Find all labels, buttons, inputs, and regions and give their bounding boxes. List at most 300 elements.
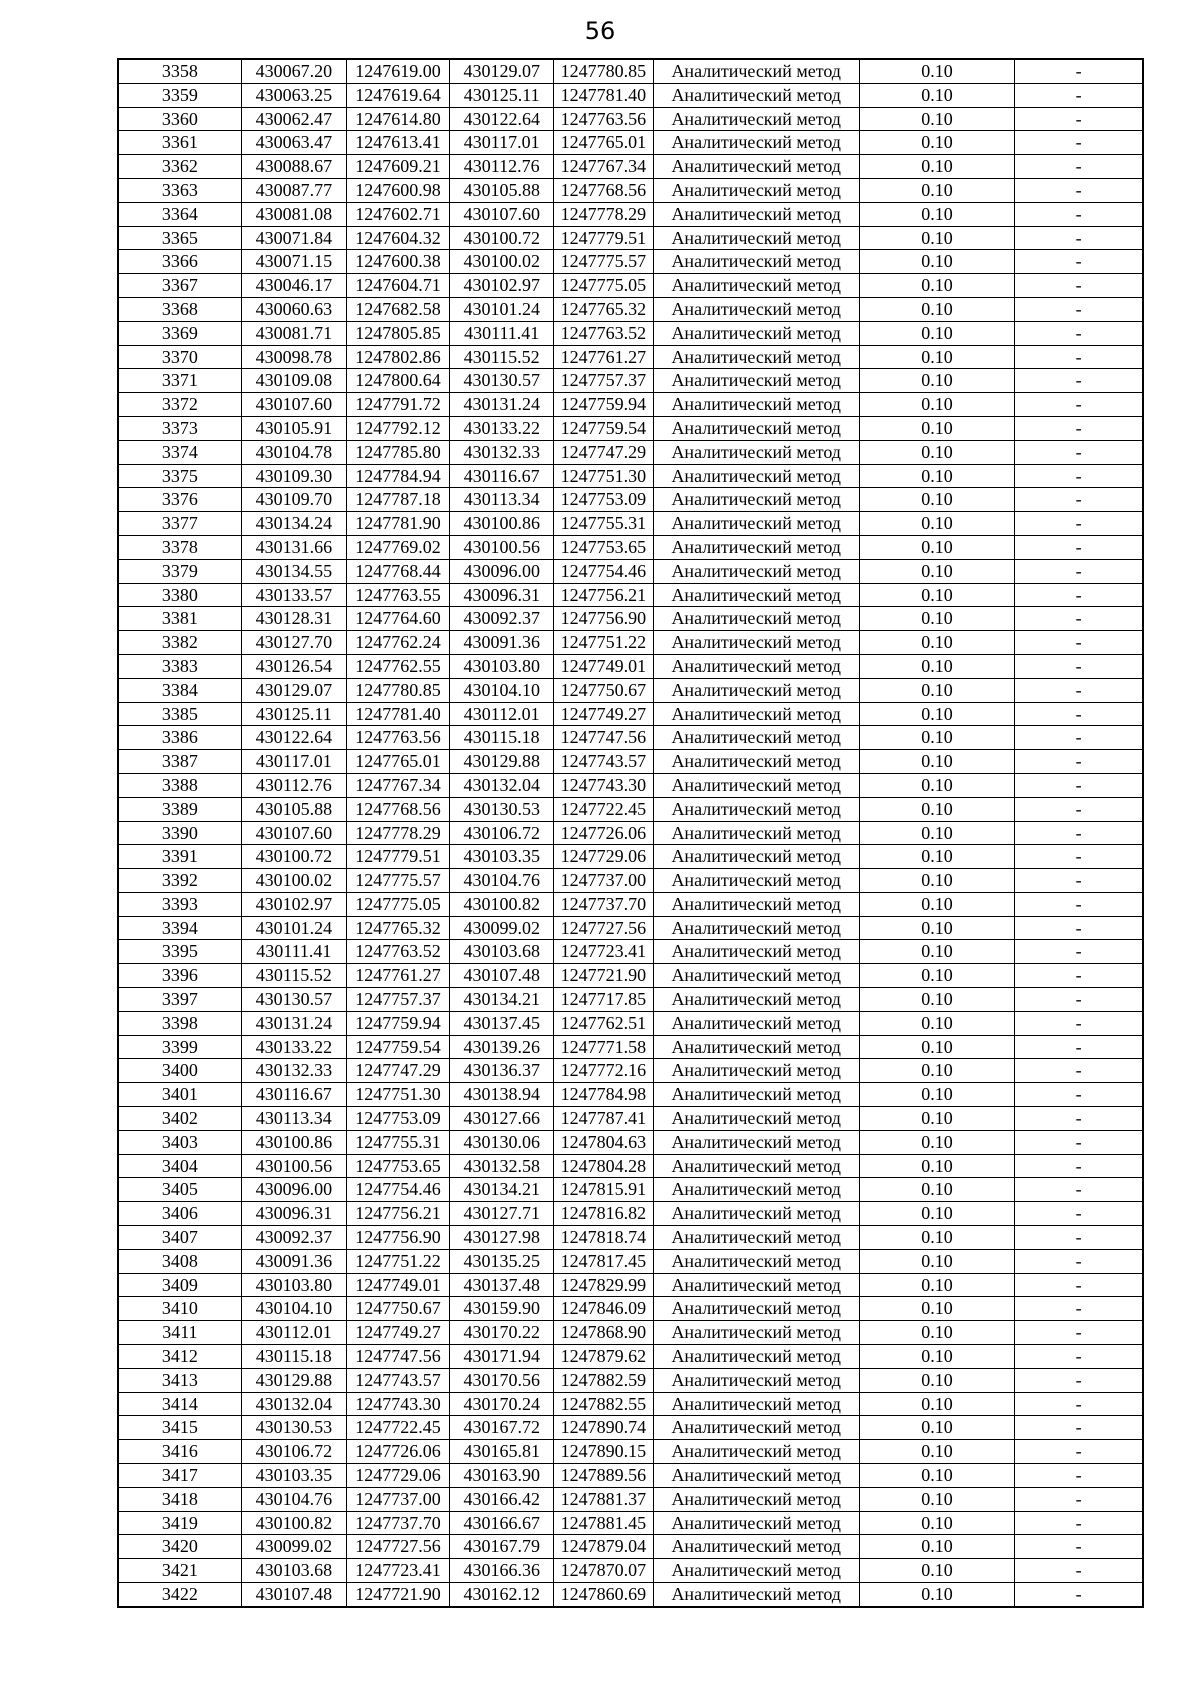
table-row (118, 1440, 1143, 1464)
y1-cell: 1247723.41 (346, 1559, 449, 1583)
note-cell: - (1015, 1464, 1143, 1488)
accuracy-cell: 0.10 (859, 155, 1014, 179)
method-cell: Аналитический метод (653, 416, 859, 440)
x2-cell: 430132.33 (450, 440, 554, 464)
point-number-cell: 3364 (118, 202, 241, 226)
x2-cell: 430100.02 (450, 250, 554, 274)
y2-cell: 1247750.67 (554, 678, 653, 702)
note-cell: - (1015, 773, 1143, 797)
note-cell: - (1015, 1440, 1143, 1464)
x2-cell: 430132.04 (450, 773, 554, 797)
point-number-cell: 3383 (118, 654, 241, 678)
x1-cell: 430126.54 (241, 654, 346, 678)
x2-cell: 430137.45 (450, 1011, 554, 1035)
x1-cell: 430130.53 (241, 1416, 346, 1440)
method-cell: Аналитический метод (653, 1392, 859, 1416)
table-row (118, 1297, 1143, 1321)
y1-cell: 1247800.64 (346, 369, 449, 393)
y2-cell: 1247717.85 (554, 988, 653, 1012)
method-cell: Аналитический метод (653, 488, 859, 512)
note-cell: - (1015, 583, 1143, 607)
y2-cell: 1247755.31 (554, 512, 653, 536)
y1-cell: 1247737.70 (346, 1511, 449, 1535)
point-number-cell: 3376 (118, 488, 241, 512)
y2-cell: 1247749.01 (554, 654, 653, 678)
x1-cell: 430103.80 (241, 1273, 346, 1297)
table-row (118, 750, 1143, 774)
table-row (118, 1107, 1143, 1131)
point-number-cell: 3365 (118, 226, 241, 250)
method-cell: Аналитический метод (653, 321, 859, 345)
table-row (118, 131, 1143, 155)
point-number-cell: 3421 (118, 1559, 241, 1583)
y2-cell: 1247846.09 (554, 1297, 653, 1321)
point-number-cell: 3420 (118, 1535, 241, 1559)
x2-cell: 430166.36 (450, 1559, 554, 1583)
accuracy-cell: 0.10 (859, 59, 1014, 83)
note-cell: - (1015, 250, 1143, 274)
accuracy-cell: 0.10 (859, 988, 1014, 1012)
accuracy-cell: 0.10 (859, 488, 1014, 512)
x2-cell: 430107.48 (450, 964, 554, 988)
y1-cell: 1247747.56 (346, 1345, 449, 1369)
method-cell: Аналитический метод (653, 178, 859, 202)
y2-cell: 1247781.40 (554, 83, 653, 107)
note-cell: - (1015, 1273, 1143, 1297)
accuracy-cell: 0.10 (859, 559, 1014, 583)
x1-cell: 430109.30 (241, 464, 346, 488)
x1-cell: 430127.70 (241, 631, 346, 655)
x2-cell: 430103.80 (450, 654, 554, 678)
method-cell: Аналитический метод (653, 559, 859, 583)
note-cell: - (1015, 702, 1143, 726)
x1-cell: 430100.02 (241, 869, 346, 893)
table-row (118, 464, 1143, 488)
table-row (118, 797, 1143, 821)
x1-cell: 430104.10 (241, 1297, 346, 1321)
x1-cell: 430104.76 (241, 1487, 346, 1511)
accuracy-cell: 0.10 (859, 1392, 1014, 1416)
table-row (118, 178, 1143, 202)
point-number-cell: 3392 (118, 869, 241, 893)
point-number-cell: 3401 (118, 1083, 241, 1107)
method-cell: Аналитический метод (653, 1464, 859, 1488)
point-number-cell: 3395 (118, 940, 241, 964)
method-cell: Аналитический метод (653, 654, 859, 678)
accuracy-cell: 0.10 (859, 916, 1014, 940)
point-number-cell: 3412 (118, 1345, 241, 1369)
point-number-cell: 3409 (118, 1273, 241, 1297)
x2-cell: 430112.01 (450, 702, 554, 726)
point-number-cell: 3360 (118, 107, 241, 131)
x2-cell: 430170.56 (450, 1368, 554, 1392)
y2-cell: 1247775.57 (554, 250, 653, 274)
point-number-cell: 3373 (118, 416, 241, 440)
x1-cell: 430134.55 (241, 559, 346, 583)
page-number: 56 (584, 17, 616, 45)
accuracy-cell: 0.10 (859, 773, 1014, 797)
method-cell: Аналитический метод (653, 702, 859, 726)
accuracy-cell: 0.10 (859, 1321, 1014, 1345)
method-cell: Аналитический метод (653, 1273, 859, 1297)
y2-cell: 1247890.74 (554, 1416, 653, 1440)
table-row (118, 1083, 1143, 1107)
x2-cell: 430134.21 (450, 1178, 554, 1202)
accuracy-cell: 0.10 (859, 1416, 1014, 1440)
point-number-cell: 3384 (118, 678, 241, 702)
note-cell: - (1015, 416, 1143, 440)
x1-cell: 430131.24 (241, 1011, 346, 1035)
y1-cell: 1247781.40 (346, 702, 449, 726)
method-cell: Аналитический метод (653, 107, 859, 131)
y1-cell: 1247727.56 (346, 1535, 449, 1559)
y1-cell: 1247761.27 (346, 964, 449, 988)
y2-cell: 1247889.56 (554, 1464, 653, 1488)
table-row (118, 583, 1143, 607)
note-cell: - (1015, 464, 1143, 488)
x2-cell: 430166.42 (450, 1487, 554, 1511)
note-cell: - (1015, 726, 1143, 750)
method-cell: Аналитический метод (653, 535, 859, 559)
y1-cell: 1247750.67 (346, 1297, 449, 1321)
x1-cell: 430046.17 (241, 274, 346, 298)
x2-cell: 430117.01 (450, 131, 554, 155)
table-row (118, 1392, 1143, 1416)
y1-cell: 1247756.21 (346, 1202, 449, 1226)
y1-cell: 1247753.09 (346, 1107, 449, 1131)
y2-cell: 1247726.06 (554, 821, 653, 845)
y1-cell: 1247779.51 (346, 845, 449, 869)
x1-cell: 430112.01 (241, 1321, 346, 1345)
x2-cell: 430115.52 (450, 345, 554, 369)
x1-cell: 430133.22 (241, 1035, 346, 1059)
accuracy-cell: 0.10 (859, 1297, 1014, 1321)
x2-cell: 430133.22 (450, 416, 554, 440)
table-row (118, 1464, 1143, 1488)
y2-cell: 1247743.57 (554, 750, 653, 774)
method-cell: Аналитический метод (653, 869, 859, 893)
table-row (118, 297, 1143, 321)
table-row (118, 250, 1143, 274)
table-row (118, 535, 1143, 559)
note-cell: - (1015, 393, 1143, 417)
note-cell: - (1015, 1035, 1143, 1059)
y2-cell: 1247737.70 (554, 892, 653, 916)
method-cell: Аналитический метод (653, 988, 859, 1012)
accuracy-cell: 0.10 (859, 750, 1014, 774)
x2-cell: 430127.98 (450, 1226, 554, 1250)
y1-cell: 1247768.56 (346, 797, 449, 821)
x1-cell: 430063.25 (241, 83, 346, 107)
x1-cell: 430100.86 (241, 1130, 346, 1154)
note-cell: - (1015, 512, 1143, 536)
method-cell: Аналитический метод (653, 1011, 859, 1035)
method-cell: Аналитический метод (653, 1487, 859, 1511)
point-number-cell: 3413 (118, 1368, 241, 1392)
y2-cell: 1247759.94 (554, 393, 653, 417)
note-cell: - (1015, 559, 1143, 583)
note-cell: - (1015, 750, 1143, 774)
point-number-cell: 3363 (118, 178, 241, 202)
method-cell: Аналитический метод (653, 845, 859, 869)
point-number-cell: 3410 (118, 1297, 241, 1321)
x1-cell: 430062.47 (241, 107, 346, 131)
table-body (118, 59, 1143, 1607)
y1-cell: 1247747.29 (346, 1059, 449, 1083)
x1-cell: 430111.41 (241, 940, 346, 964)
method-cell: Аналитический метод (653, 1345, 859, 1369)
point-number-cell: 3406 (118, 1202, 241, 1226)
y2-cell: 1247868.90 (554, 1321, 653, 1345)
method-cell: Аналитический метод (653, 1511, 859, 1535)
y1-cell: 1247775.57 (346, 869, 449, 893)
accuracy-cell: 0.10 (859, 892, 1014, 916)
table-row (118, 1535, 1143, 1559)
x2-cell: 430107.60 (450, 202, 554, 226)
x2-cell: 430136.37 (450, 1059, 554, 1083)
method-cell: Аналитический метод (653, 1416, 859, 1440)
table-row (118, 1178, 1143, 1202)
method-cell: Аналитический метод (653, 750, 859, 774)
method-cell: Аналитический метод (653, 1535, 859, 1559)
table-row (118, 773, 1143, 797)
method-cell: Аналитический метод (653, 726, 859, 750)
accuracy-cell: 0.10 (859, 821, 1014, 845)
table-row (118, 369, 1143, 393)
note-cell: - (1015, 202, 1143, 226)
note-cell: - (1015, 1202, 1143, 1226)
x1-cell: 430102.97 (241, 892, 346, 916)
method-cell: Аналитический метод (653, 773, 859, 797)
accuracy-cell: 0.10 (859, 1511, 1014, 1535)
method-cell: Аналитический метод (653, 583, 859, 607)
method-cell: Аналитический метод (653, 297, 859, 321)
accuracy-cell: 0.10 (859, 1107, 1014, 1131)
y2-cell: 1247870.07 (554, 1559, 653, 1583)
y1-cell: 1247763.52 (346, 940, 449, 964)
x2-cell: 430100.56 (450, 535, 554, 559)
accuracy-cell: 0.10 (859, 345, 1014, 369)
note-cell: - (1015, 107, 1143, 131)
note-cell: - (1015, 1107, 1143, 1131)
method-cell: Аналитический метод (653, 59, 859, 83)
y2-cell: 1247882.59 (554, 1368, 653, 1392)
y1-cell: 1247600.38 (346, 250, 449, 274)
y1-cell: 1247785.80 (346, 440, 449, 464)
y1-cell: 1247737.00 (346, 1487, 449, 1511)
accuracy-cell: 0.10 (859, 1154, 1014, 1178)
x2-cell: 430125.11 (450, 83, 554, 107)
table-row (118, 1583, 1143, 1607)
table-row (118, 869, 1143, 893)
note-cell: - (1015, 369, 1143, 393)
y1-cell: 1247682.58 (346, 297, 449, 321)
table-row (118, 345, 1143, 369)
method-cell: Аналитический метод (653, 1583, 859, 1607)
y1-cell: 1247613.41 (346, 131, 449, 155)
y2-cell: 1247767.34 (554, 155, 653, 179)
y2-cell: 1247756.90 (554, 607, 653, 631)
table-row (118, 1059, 1143, 1083)
y2-cell: 1247765.01 (554, 131, 653, 155)
point-number-cell: 3367 (118, 274, 241, 298)
x2-cell: 430130.57 (450, 369, 554, 393)
x1-cell: 430132.04 (241, 1392, 346, 1416)
point-number-cell: 3422 (118, 1583, 241, 1607)
x1-cell: 430105.88 (241, 797, 346, 821)
point-number-cell: 3391 (118, 845, 241, 869)
note-cell: - (1015, 1487, 1143, 1511)
x1-cell: 430060.63 (241, 297, 346, 321)
note-cell: - (1015, 821, 1143, 845)
y1-cell: 1247751.30 (346, 1083, 449, 1107)
x2-cell: 430135.25 (450, 1249, 554, 1273)
x1-cell: 430100.72 (241, 845, 346, 869)
note-cell: - (1015, 83, 1143, 107)
y2-cell: 1247727.56 (554, 916, 653, 940)
x2-cell: 430130.06 (450, 1130, 554, 1154)
y2-cell: 1247751.30 (554, 464, 653, 488)
table-row (118, 1416, 1143, 1440)
note-cell: - (1015, 1368, 1143, 1392)
method-cell: Аналитический метод (653, 821, 859, 845)
x1-cell: 430107.60 (241, 821, 346, 845)
method-cell: Аналитический метод (653, 1226, 859, 1250)
table-row (118, 83, 1143, 107)
y2-cell: 1247743.30 (554, 773, 653, 797)
table-row (118, 631, 1143, 655)
y2-cell: 1247722.45 (554, 797, 653, 821)
point-number-cell: 3404 (118, 1154, 241, 1178)
y2-cell: 1247759.54 (554, 416, 653, 440)
y1-cell: 1247784.94 (346, 464, 449, 488)
y1-cell: 1247768.44 (346, 559, 449, 583)
x2-cell: 430096.00 (450, 559, 554, 583)
point-number-cell: 3368 (118, 297, 241, 321)
x1-cell: 430107.48 (241, 1583, 346, 1607)
y2-cell: 1247890.15 (554, 1440, 653, 1464)
note-cell: - (1015, 1059, 1143, 1083)
table-row (118, 988, 1143, 1012)
x1-cell: 430101.24 (241, 916, 346, 940)
x1-cell: 430117.01 (241, 750, 346, 774)
x1-cell: 430096.00 (241, 1178, 346, 1202)
table-row (118, 202, 1143, 226)
y2-cell: 1247804.63 (554, 1130, 653, 1154)
x2-cell: 430104.76 (450, 869, 554, 893)
note-cell: - (1015, 892, 1143, 916)
x1-cell: 430096.31 (241, 1202, 346, 1226)
x1-cell: 430100.56 (241, 1154, 346, 1178)
table-row (118, 845, 1143, 869)
y2-cell: 1247784.98 (554, 1083, 653, 1107)
accuracy-cell: 0.10 (859, 702, 1014, 726)
point-number-cell: 3375 (118, 464, 241, 488)
x2-cell: 430129.07 (450, 59, 554, 83)
coordinates-table (117, 58, 1144, 1608)
method-cell: Аналитический метод (653, 964, 859, 988)
method-cell: Аналитический метод (653, 1059, 859, 1083)
table-row (118, 1202, 1143, 1226)
x1-cell: 430106.72 (241, 1440, 346, 1464)
point-number-cell: 3394 (118, 916, 241, 940)
y1-cell: 1247726.06 (346, 1440, 449, 1464)
y1-cell: 1247762.55 (346, 654, 449, 678)
y2-cell: 1247753.65 (554, 535, 653, 559)
y1-cell: 1247781.90 (346, 512, 449, 536)
note-cell: - (1015, 916, 1143, 940)
x1-cell: 430081.71 (241, 321, 346, 345)
x1-cell: 430092.37 (241, 1226, 346, 1250)
method-cell: Аналитический метод (653, 1368, 859, 1392)
method-cell: Аналитический метод (653, 250, 859, 274)
accuracy-cell: 0.10 (859, 940, 1014, 964)
x1-cell: 430071.84 (241, 226, 346, 250)
x1-cell: 430103.68 (241, 1559, 346, 1583)
accuracy-cell: 0.10 (859, 1059, 1014, 1083)
y1-cell: 1247765.32 (346, 916, 449, 940)
point-number-cell: 3419 (118, 1511, 241, 1535)
note-cell: - (1015, 535, 1143, 559)
accuracy-cell: 0.10 (859, 1011, 1014, 1035)
y2-cell: 1247816.82 (554, 1202, 653, 1226)
point-number-cell: 3388 (118, 773, 241, 797)
accuracy-cell: 0.10 (859, 631, 1014, 655)
note-cell: - (1015, 1511, 1143, 1535)
x2-cell: 430167.79 (450, 1535, 554, 1559)
x2-cell: 430106.72 (450, 821, 554, 845)
point-number-cell: 3382 (118, 631, 241, 655)
method-cell: Аналитический метод (653, 1297, 859, 1321)
x2-cell: 430111.41 (450, 321, 554, 345)
x1-cell: 430104.78 (241, 440, 346, 464)
y1-cell: 1247743.30 (346, 1392, 449, 1416)
note-cell: - (1015, 845, 1143, 869)
point-number-cell: 3411 (118, 1321, 241, 1345)
x2-cell: 430092.37 (450, 607, 554, 631)
method-cell: Аналитический метод (653, 440, 859, 464)
point-number-cell: 3397 (118, 988, 241, 1012)
note-cell: - (1015, 940, 1143, 964)
point-number-cell: 3372 (118, 393, 241, 417)
x2-cell: 430139.26 (450, 1035, 554, 1059)
x1-cell: 430099.02 (241, 1535, 346, 1559)
point-number-cell: 3402 (118, 1107, 241, 1131)
y1-cell: 1247765.01 (346, 750, 449, 774)
y1-cell: 1247604.32 (346, 226, 449, 250)
table-row (118, 1321, 1143, 1345)
y1-cell: 1247729.06 (346, 1464, 449, 1488)
y2-cell: 1247882.55 (554, 1392, 653, 1416)
x2-cell: 430134.21 (450, 988, 554, 1012)
x2-cell: 430091.36 (450, 631, 554, 655)
x1-cell: 430109.08 (241, 369, 346, 393)
method-cell: Аналитический метод (653, 797, 859, 821)
x1-cell: 430088.67 (241, 155, 346, 179)
y2-cell: 1247881.37 (554, 1487, 653, 1511)
y1-cell: 1247792.12 (346, 416, 449, 440)
x1-cell: 430109.70 (241, 488, 346, 512)
note-cell: - (1015, 1130, 1143, 1154)
accuracy-cell: 0.10 (859, 83, 1014, 107)
point-number-cell: 3398 (118, 1011, 241, 1035)
table-row (118, 488, 1143, 512)
accuracy-cell: 0.10 (859, 535, 1014, 559)
method-cell: Аналитический метод (653, 1083, 859, 1107)
x2-cell: 430162.12 (450, 1583, 554, 1607)
y2-cell: 1247879.62 (554, 1345, 653, 1369)
point-number-cell: 3370 (118, 345, 241, 369)
